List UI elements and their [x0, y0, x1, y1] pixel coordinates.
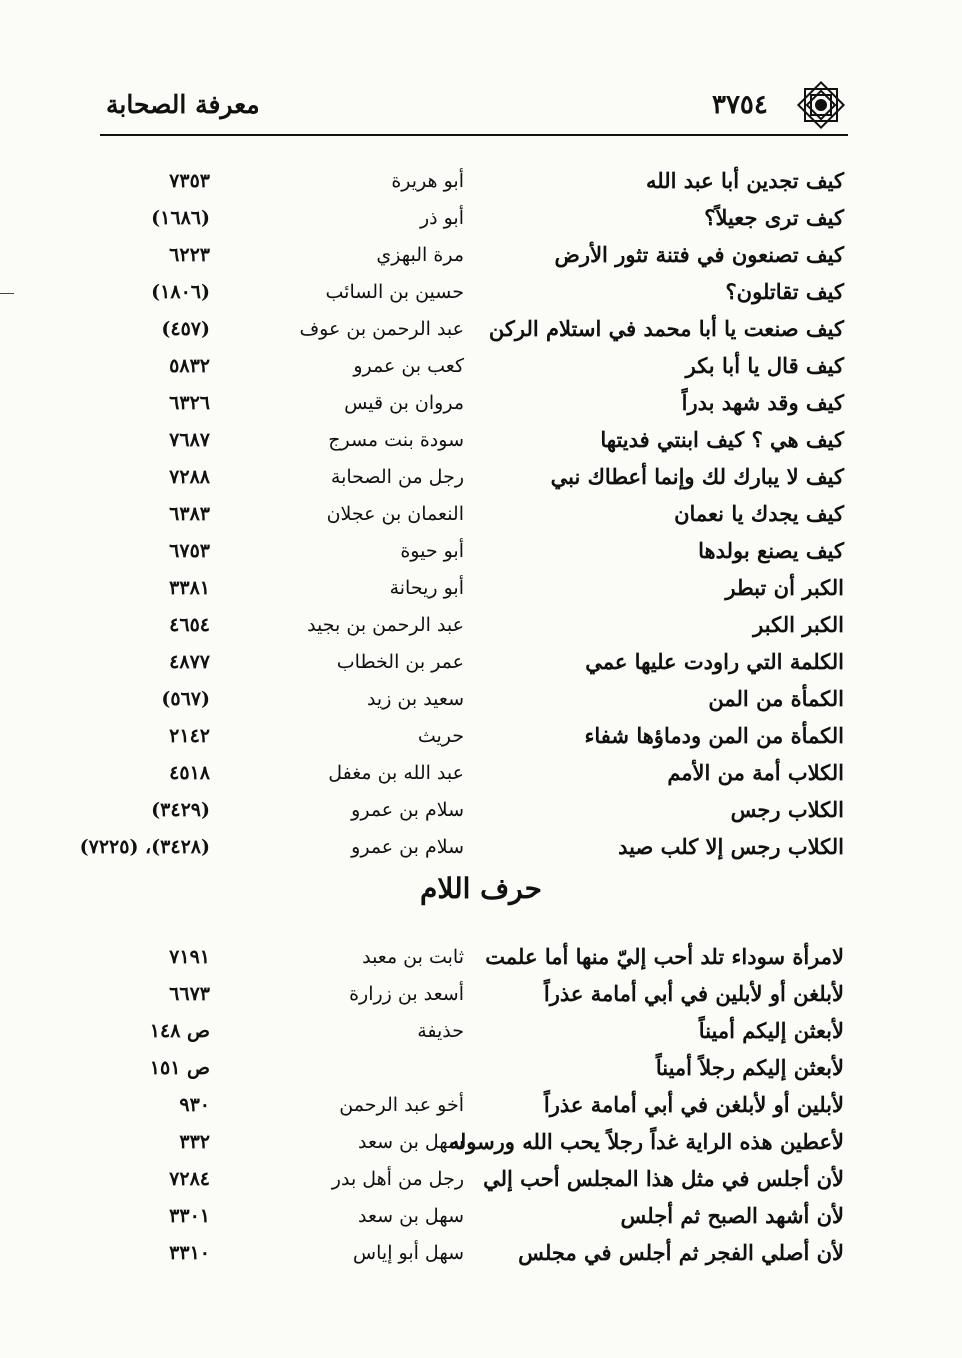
entry-narrator: مرة البهزي: [376, 244, 464, 266]
entry-phrase: كيف قال يا أبا بكر: [685, 353, 844, 378]
entry-narrator: عمر بن الخطاب: [336, 651, 464, 673]
entry-narrator: حسين بن السائب: [325, 281, 464, 303]
entry-reference: ٧٦٨٧: [169, 429, 210, 451]
entry-phrase: لأعطين هذه الراية غداً رجلاً يحب الله ورسوله: [448, 1129, 844, 1154]
entry-narrator: ثابت بن معبد: [362, 946, 464, 968]
entry-row: [0, 316, 962, 353]
entry-phrase: كيف تجدين أبا عبد الله: [646, 168, 844, 193]
entry-narrator: أسعد بن زرارة: [349, 983, 464, 1005]
entry-phrase: لأن أصلي الفجر ثم أجلس في مجلس: [518, 1240, 844, 1265]
entry-reference: ٤٥١٨: [169, 762, 210, 784]
entry-narrator: عبد الله بن مغفل: [328, 762, 464, 784]
entry-row: [0, 464, 962, 501]
entry-narrator: أبو هريرة: [391, 170, 464, 192]
entry-narrator: حذيفة: [417, 1020, 464, 1042]
entry-row: [0, 427, 962, 464]
entry-reference: ٤٦٥٤: [169, 614, 210, 636]
entry-row: [0, 834, 962, 871]
entry-row: [0, 242, 962, 279]
entry-reference: (٣٤٢٩): [151, 799, 210, 821]
entry-phrase: كيف صنعت يا أبا محمد في استلام الركن: [488, 316, 844, 341]
entry-reference: ٦٢٢٣: [169, 244, 210, 266]
entry-row: [0, 353, 962, 390]
entry-reference: ٥٨٣٢: [169, 355, 210, 377]
entry-reference: (١٨٠٦): [151, 281, 210, 303]
entry-row: [0, 205, 962, 242]
entry-narrator: سهل بن سعد: [358, 1131, 464, 1153]
entry-narrator: أخو عبد الرحمن: [339, 1094, 464, 1116]
entry-row: [0, 612, 962, 649]
book-title: معرفة الصحابة: [106, 90, 260, 119]
entry-phrase: كيف وقد شهد بدراً: [681, 390, 844, 415]
entry-phrase: الكلاب رجس: [730, 797, 844, 822]
entry-narrator: سلام بن عمرو: [351, 836, 464, 858]
entry-phrase: كيف يصنع بولدها: [698, 538, 844, 563]
entry-row: [0, 1092, 962, 1129]
entry-reference: ص ١٤٨: [149, 1020, 210, 1042]
entry-reference: (٥٦٧): [161, 688, 210, 710]
entry-row: [0, 944, 962, 981]
entry-phrase: كيف تصنعون في فتنة تثور الأرض: [554, 242, 844, 267]
entry-phrase: لامرأة سوداء تلد أحب إليّ منها أما علمت: [485, 944, 844, 969]
entry-phrase: لأبعثن إليكم أميناً: [698, 1018, 844, 1043]
entry-row: [0, 1240, 962, 1277]
section-heading: حرف اللام: [420, 872, 542, 905]
entry-narrator: أبو حيوة: [400, 540, 464, 562]
entry-phrase: الكلمة التي راودت عليها عمي: [585, 649, 844, 674]
entry-narrator: سلام بن عمرو: [351, 799, 464, 821]
entry-row: [0, 168, 962, 205]
entry-narrator: كعب بن عمرو: [353, 355, 464, 377]
entry-reference: ص ١٥١: [149, 1057, 210, 1079]
entry-narrator: رجل من الصحابة: [330, 466, 464, 488]
entry-reference: ٣٣٨١: [169, 577, 210, 599]
entry-reference: ٣٣١٠: [169, 1242, 210, 1264]
entry-phrase: كيف ترى جعيلاً؟: [704, 205, 844, 230]
entry-phrase: لأبعثن إليكم رجلاً أميناً: [655, 1055, 844, 1080]
entry-narrator: مروان بن قيس: [344, 392, 464, 414]
entry-narrator: سودة بنت مسرج: [328, 429, 464, 451]
entry-row: [0, 797, 962, 834]
entry-reference: ٦٦٧٣: [169, 983, 210, 1005]
entry-reference: (٣٤٢٨)، (٧٢٢٥): [79, 836, 210, 858]
entry-phrase: الكبر أن تبطر: [725, 575, 844, 600]
entry-phrase: كيف تقاتلون؟: [725, 279, 844, 304]
entry-narrator: سهل بن سعد: [358, 1205, 464, 1227]
entry-row: [0, 575, 962, 612]
entry-narrator: عبد الرحمن بن عوف: [299, 318, 464, 340]
header-rule: [100, 134, 848, 136]
entry-reference: ٦٣٨٣: [169, 503, 210, 525]
entry-narrator: النعمان بن عجلان: [326, 503, 464, 525]
entry-reference: ٧٣٥٣: [169, 170, 210, 192]
entry-phrase: لأن أشهد الصبح ثم أجلس: [620, 1203, 844, 1228]
page-number: ٣٧٥٤: [712, 90, 768, 120]
entry-row: [0, 501, 962, 538]
entry-phrase: الكلاب رجس إلا كلب صيد: [618, 834, 844, 859]
entry-reference: ٩٣٠: [179, 1094, 210, 1116]
entry-row: [0, 649, 962, 686]
entry-phrase: الكمأة من المن ودماؤها شفاء: [584, 723, 844, 748]
entry-phrase: كيف هي ؟ كيف ابنتي فديتها: [600, 427, 844, 452]
entry-row: [0, 686, 962, 723]
entry-reference: ٧٢٨٨: [169, 466, 210, 488]
entry-phrase: الكبر الكبر: [753, 612, 844, 637]
entry-reference: ٤٨٧٧: [169, 651, 210, 673]
entry-row: [0, 1203, 962, 1240]
entry-reference: (١٦٨٦): [151, 207, 210, 229]
entry-reference: ٦٣٢٦: [169, 392, 210, 414]
entry-row: [0, 538, 962, 575]
entry-reference: ٣٣٢: [179, 1131, 210, 1153]
page-header: [100, 84, 848, 134]
entry-phrase: كيف لا يبارك لك وإنما أعطاك نبي: [550, 464, 844, 489]
entry-phrase: لأبلغن أو لأبلين في أبي أمامة عذراً: [543, 981, 844, 1006]
entry-narrator: أبو ريحانة: [389, 577, 464, 599]
entry-row: [0, 279, 962, 316]
entry-row: [0, 390, 962, 427]
entry-phrase: لأن أجلس في مثل هذا المجلس أحب إلي: [483, 1166, 844, 1191]
ornament-icon: [790, 74, 852, 136]
entry-row: [0, 1166, 962, 1203]
entry-row: [0, 1129, 962, 1166]
entry-phrase: كيف يجدك يا نعمان: [674, 501, 844, 526]
entry-reference: (٤٥٧): [161, 318, 210, 340]
entry-narrator: سعيد بن زيد: [366, 688, 464, 710]
entry-row: [0, 1018, 962, 1055]
entry-narrator: حريث: [417, 725, 464, 747]
entry-narrator: رجل من أهل بدر: [331, 1168, 464, 1190]
entry-phrase: الكلاب أمة من الأمم: [667, 760, 844, 785]
entry-reference: ٦٧٥٣: [169, 540, 210, 562]
entry-narrator: عبد الرحمن بن بجيد: [307, 614, 464, 636]
entry-row: [0, 723, 962, 760]
entry-narrator: أبو ذر: [419, 207, 464, 229]
entry-narrator: سهل أبو إياس: [352, 1242, 464, 1264]
entry-reference: ٧٢٨٤: [169, 1168, 210, 1190]
entry-reference: ٣٣٠١: [169, 1205, 210, 1227]
entry-phrase: لأبلين أو لأبلغن في أبي أمامة عذراً: [543, 1092, 844, 1117]
entry-reference: ٢١٤٢: [169, 725, 210, 747]
entry-row: [0, 981, 962, 1018]
entry-phrase: الكمأة من المن: [708, 686, 844, 711]
entry-row: [0, 760, 962, 797]
entry-reference: ٧١٩١: [169, 946, 210, 968]
entry-row: [0, 1055, 962, 1092]
